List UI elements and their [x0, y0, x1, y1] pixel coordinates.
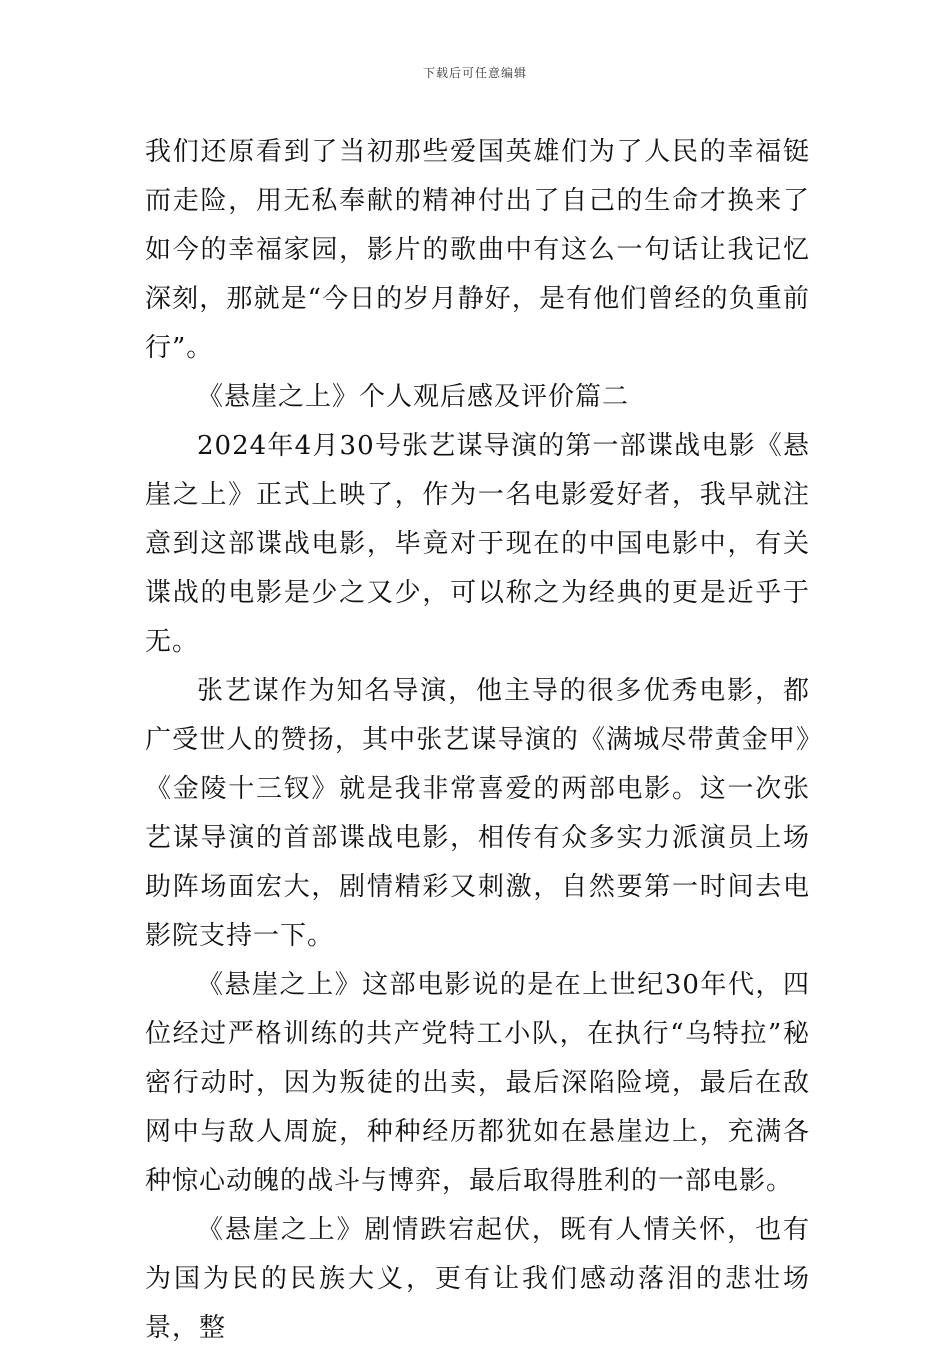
paragraph: 我们还原看到了当初那些爱国英雄们为了人民的幸福铤而走险，用无私奉献的精神付出了自己的生命才换来了如今的幸福家园，影片的歌曲中有这么一句话让我记忆深刻，那就是“今日的岁月静好，是有他们曾经的负重前行”。: [145, 137, 810, 363]
paragraph: 《悬崖之上》这部电影说的是在上世纪30年代，四位经过严格训练的共产党特工小队，在执行“乌特拉”秘密行动时，因为叛徒的出卖，最后深陷险境，最后在敌网中与敌人周旋，种种经历都犹如在悬崖边上，充满各种惊心动魄的战斗与博弈，最后取得胜利的一部电影。: [145, 970, 810, 1196]
paragraph: 2024年4月30号张艺谋导演的第一部谍战电影《悬崖之上》正式上映了，作为一名电影爱好者，我早就注意到这部谍战电影，毕竟对于现在的中国电影中，有关谍战的电影是少之又少，可以称之为经典的更是近乎于无。: [145, 431, 810, 657]
section-heading: 《悬崖之上》个人观后感及评价篇二: [197, 382, 630, 412]
document-body: [145, 128, 810, 1353]
page-header: 下载后可任意编辑: [422, 66, 527, 80]
paragraph: 《悬崖之上》剧情跌宕起伏，既有人情关怀，也有为国为民的民族大义，更有让我们感动落泪的悲壮场景，整: [145, 1215, 810, 1343]
paragraph: 张艺谋作为知名导演，他主导的很多优秀电影，都广受世人的赞扬，其中张艺谋导演的《满城尽带黄金甲》《金陵十三钗》就是我非常喜爱的两部电影。这一次张艺谋导演的首部谍战电影，相传有众多实力派演员上场助阵场面宏大，剧情精彩又刺激，自然要第一时间去电影院支持一下。: [145, 676, 810, 951]
